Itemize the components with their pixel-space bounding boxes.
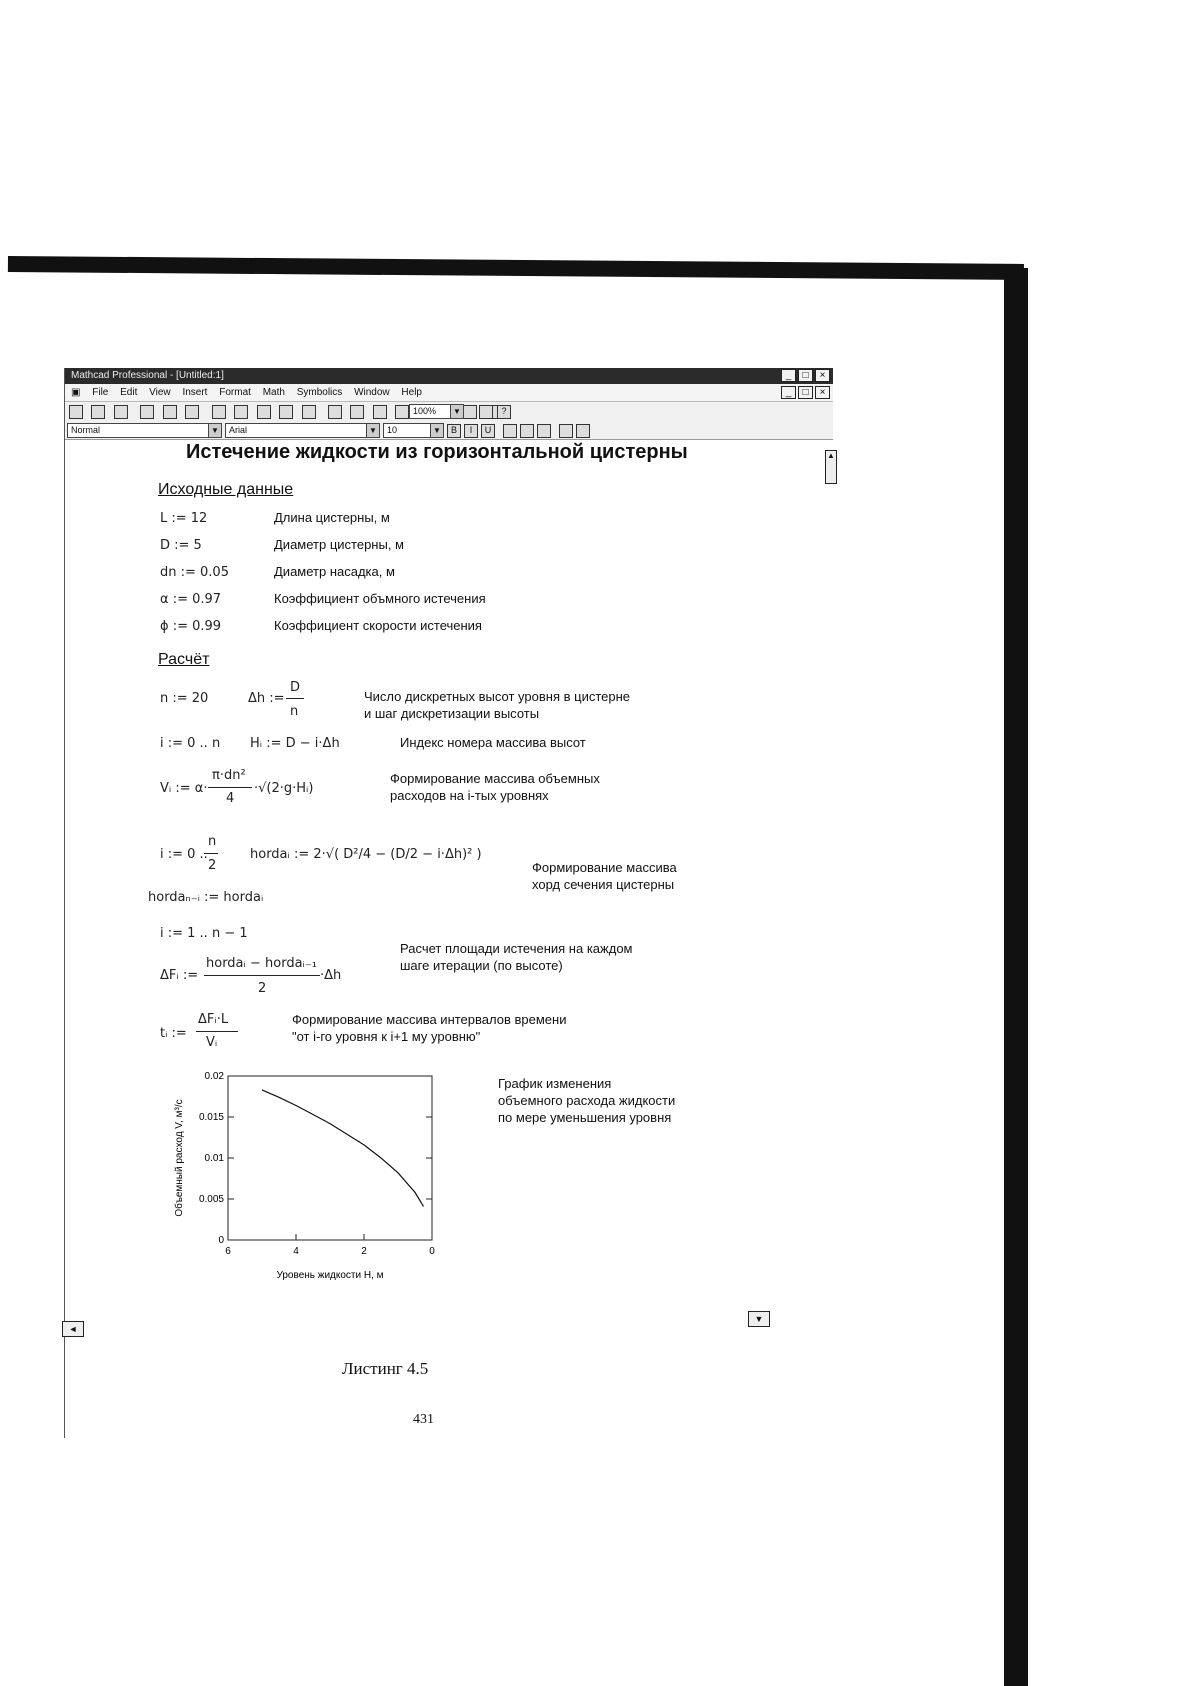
- y-tick-label: 0.005: [198, 1194, 224, 1205]
- style-value: Normal: [71, 425, 101, 435]
- spellcheck-icon[interactable]: [185, 405, 199, 419]
- close-button[interactable]: ×: [815, 369, 830, 382]
- font-select[interactable]: [225, 423, 380, 438]
- fraction-bar: [204, 853, 218, 854]
- page-edge-top: [8, 256, 1024, 280]
- comment-discrete-b: и шаг дискретизации высоты: [364, 706, 540, 721]
- formula-V-den: 4: [226, 791, 235, 806]
- fraction-bar: [286, 698, 304, 699]
- comment-chord-a: Формирование массива: [532, 860, 677, 875]
- style-select[interactable]: [67, 423, 222, 438]
- x-tick-label: 0: [429, 1246, 435, 1257]
- formula-t-lhs[interactable]: tᵢ :=: [160, 1026, 187, 1041]
- scroll-left-icon[interactable]: ◄: [62, 1321, 84, 1337]
- formula-dF-num: hordaᵢ − hordaᵢ₋₁: [206, 956, 317, 971]
- x-tick-label: 2: [361, 1246, 367, 1257]
- flow-rate-chart[interactable]: [160, 1066, 460, 1290]
- font-size-select[interactable]: [383, 423, 444, 438]
- insert-unit-icon[interactable]: [395, 405, 409, 419]
- formula-range-i2-den: 2: [208, 858, 217, 873]
- formula-range-i[interactable]: i := 0 .. n: [160, 736, 221, 751]
- input-D-formula[interactable]: D := 5: [160, 538, 202, 553]
- doc-close-button[interactable]: ×: [815, 386, 830, 399]
- fraction-bar: [196, 1031, 238, 1032]
- comment-graph-b: объемного расхода жидкости: [498, 1093, 676, 1108]
- doc-menu-icon[interactable]: ▣: [71, 387, 81, 398]
- save-icon[interactable]: [114, 405, 128, 419]
- input-alpha-comment: Коэффициент объмного истечения: [274, 591, 486, 606]
- window-title: Mathcad Professional - [Untitled:1]: [71, 370, 224, 381]
- doc-restore-button[interactable]: □: [798, 386, 813, 399]
- copy-icon[interactable]: [234, 405, 248, 419]
- align-icon[interactable]: [328, 405, 342, 419]
- formula-horda[interactable]: hordaᵢ := 2·√( D²/4 − (D/2 − i·Δh)² ): [250, 847, 482, 862]
- collaboratory-icon[interactable]: [479, 405, 493, 419]
- comment-graph-a: График изменения: [498, 1076, 612, 1091]
- menu-format[interactable]: Format: [219, 387, 251, 398]
- italic-icon[interactable]: I: [464, 424, 478, 438]
- comment-index: Индекс номера массива высот: [400, 735, 586, 750]
- chevron-down-icon: ▼: [430, 424, 443, 437]
- formula-horda-mirror[interactable]: hordaₙ₋ᵢ := hordaᵢ: [148, 890, 264, 905]
- align-center-icon[interactable]: [520, 424, 534, 438]
- comment-chord-b: хорд сечения цистерны: [532, 877, 675, 892]
- formula-H[interactable]: Hᵢ := D − i·Δh: [250, 736, 340, 751]
- formula-range-i3[interactable]: i := 1 .. n − 1: [160, 926, 248, 941]
- insert-function-icon[interactable]: [373, 405, 387, 419]
- x-axis-label: Уровень жидкости H, м: [276, 1270, 384, 1281]
- y-tick-label: 0.01: [204, 1153, 224, 1164]
- font-size-value: 10: [387, 425, 398, 435]
- menu-window[interactable]: Window: [354, 387, 390, 398]
- formula-dh-num: D: [290, 680, 301, 695]
- comment-area-b: шаге итерации (по высоте): [400, 958, 563, 973]
- formula-t-den: Vᵢ: [206, 1035, 218, 1050]
- y-tick-label: 0: [218, 1235, 224, 1246]
- page-edge-right: [1004, 268, 1028, 1686]
- y-tick-label: 0.015: [198, 1112, 224, 1123]
- numbering-icon[interactable]: [576, 424, 590, 438]
- input-phi-formula[interactable]: ϕ := 0.99: [160, 619, 222, 634]
- plot-frame: [228, 1076, 432, 1240]
- doc-minimize-button[interactable]: _: [781, 386, 796, 399]
- standard-toolbar: [65, 401, 833, 422]
- scroll-down-icon[interactable]: ▼: [748, 1311, 770, 1327]
- bold-icon[interactable]: B: [447, 424, 461, 438]
- input-alpha-formula[interactable]: α := 0.97: [160, 592, 222, 607]
- menu-help[interactable]: Help: [401, 387, 422, 398]
- align-right-icon[interactable]: [537, 424, 551, 438]
- document-title: Истечение жидкости из горизонтальной цистерны: [186, 441, 688, 463]
- comment-discrete-a: Число дискретных высот уровня в цистерне: [364, 689, 631, 704]
- underline-icon[interactable]: U: [481, 424, 495, 438]
- formula-n[interactable]: n := 20: [160, 691, 209, 706]
- comment-volume-a: Формирование массива объемных: [390, 771, 600, 786]
- formatting-toolbar: [65, 421, 833, 440]
- comment-volume-b: расходов на i-тых уровнях: [390, 788, 549, 803]
- comment-time-b: "от i-го уровня к i+1 му уровню": [292, 1029, 481, 1044]
- listing-caption: Листинг 4.5: [342, 1359, 429, 1378]
- cut-icon[interactable]: [212, 405, 226, 419]
- print-icon[interactable]: [140, 405, 154, 419]
- zoom-value: 100%: [413, 406, 437, 416]
- formula-dF-tail: ·Δh: [320, 968, 342, 983]
- formula-dh-den: n: [290, 704, 299, 719]
- y-axis-label: Объемный расход V, м³/с: [174, 1099, 185, 1217]
- title-bar: [65, 368, 833, 384]
- resource-icon[interactable]: [463, 405, 477, 419]
- menu-math[interactable]: Math: [262, 387, 285, 398]
- input-L-comment: Длина цистерны, м: [274, 510, 390, 525]
- menu-insert[interactable]: Insert: [182, 387, 208, 398]
- minimize-button[interactable]: _: [781, 369, 796, 382]
- redo-icon[interactable]: [302, 405, 316, 419]
- print-preview-icon[interactable]: [163, 405, 177, 419]
- fraction-bar: [208, 787, 252, 788]
- maximize-button[interactable]: □: [798, 369, 813, 382]
- page-number: 431: [413, 1412, 434, 1427]
- chevron-down-icon: ▼: [366, 424, 379, 437]
- help-icon[interactable]: ?: [497, 405, 511, 419]
- formula-V-lhs[interactable]: Vᵢ := α·: [160, 781, 208, 796]
- formula-V-root: ·√(2·g·Hᵢ): [254, 781, 314, 796]
- formula-range-i2[interactable]: i := 0 ..: [160, 847, 208, 862]
- input-phi-comment: Коэффициент скорости истечения: [274, 618, 482, 633]
- input-dn-comment: Диаметр насадка, м: [274, 564, 395, 579]
- fraction-bar: [204, 975, 320, 976]
- align-left-icon[interactable]: [503, 424, 517, 438]
- formula-t-num: ΔFᵢ·L: [198, 1012, 229, 1027]
- chevron-down-icon: ▼: [450, 405, 463, 418]
- chevron-down-icon: ▼: [208, 424, 221, 437]
- menu-bar: [65, 384, 833, 401]
- x-tick-label: 4: [293, 1246, 299, 1257]
- comment-area-a: Расчет площади истечения на каждом: [400, 941, 633, 956]
- section-calc-heading: Расчёт: [158, 651, 210, 668]
- input-D-comment: Диаметр цистерны, м: [274, 537, 404, 552]
- menu-edit[interactable]: Edit: [120, 387, 138, 398]
- formula-V-num: π·dn²: [212, 768, 246, 783]
- comment-graph-c: по мере уменьшения уровня: [498, 1110, 672, 1125]
- section-input-heading: Исходные данные: [158, 481, 294, 498]
- zoom-select[interactable]: [409, 404, 464, 419]
- scroll-up-icon[interactable]: ▲: [825, 450, 837, 484]
- formula-dh-lhs[interactable]: Δh :=: [248, 691, 285, 706]
- menu-symbolics[interactable]: Symbolics: [296, 387, 343, 398]
- undo-icon[interactable]: [279, 405, 293, 419]
- open-icon[interactable]: [91, 405, 105, 419]
- formula-dF-lhs[interactable]: ΔFᵢ :=: [160, 968, 199, 983]
- comment-time-a: Формирование массива интервалов времени: [292, 1012, 567, 1027]
- x-tick-label: 6: [225, 1246, 231, 1257]
- menu-file[interactable]: File: [92, 387, 109, 398]
- y-tick-label: 0.02: [204, 1071, 224, 1082]
- input-L-formula[interactable]: L := 12: [160, 511, 208, 526]
- formula-range-i2-num: n: [208, 834, 217, 849]
- formula-dF-den: 2: [258, 981, 267, 996]
- paste-icon[interactable]: [257, 405, 271, 419]
- menu-view[interactable]: View: [149, 387, 171, 398]
- input-dn-formula[interactable]: dn := 0.05: [160, 565, 229, 580]
- font-value: Arial: [229, 425, 248, 435]
- calculate-icon[interactable]: [350, 405, 364, 419]
- bullets-icon[interactable]: [559, 424, 573, 438]
- new-icon[interactable]: [69, 405, 83, 419]
